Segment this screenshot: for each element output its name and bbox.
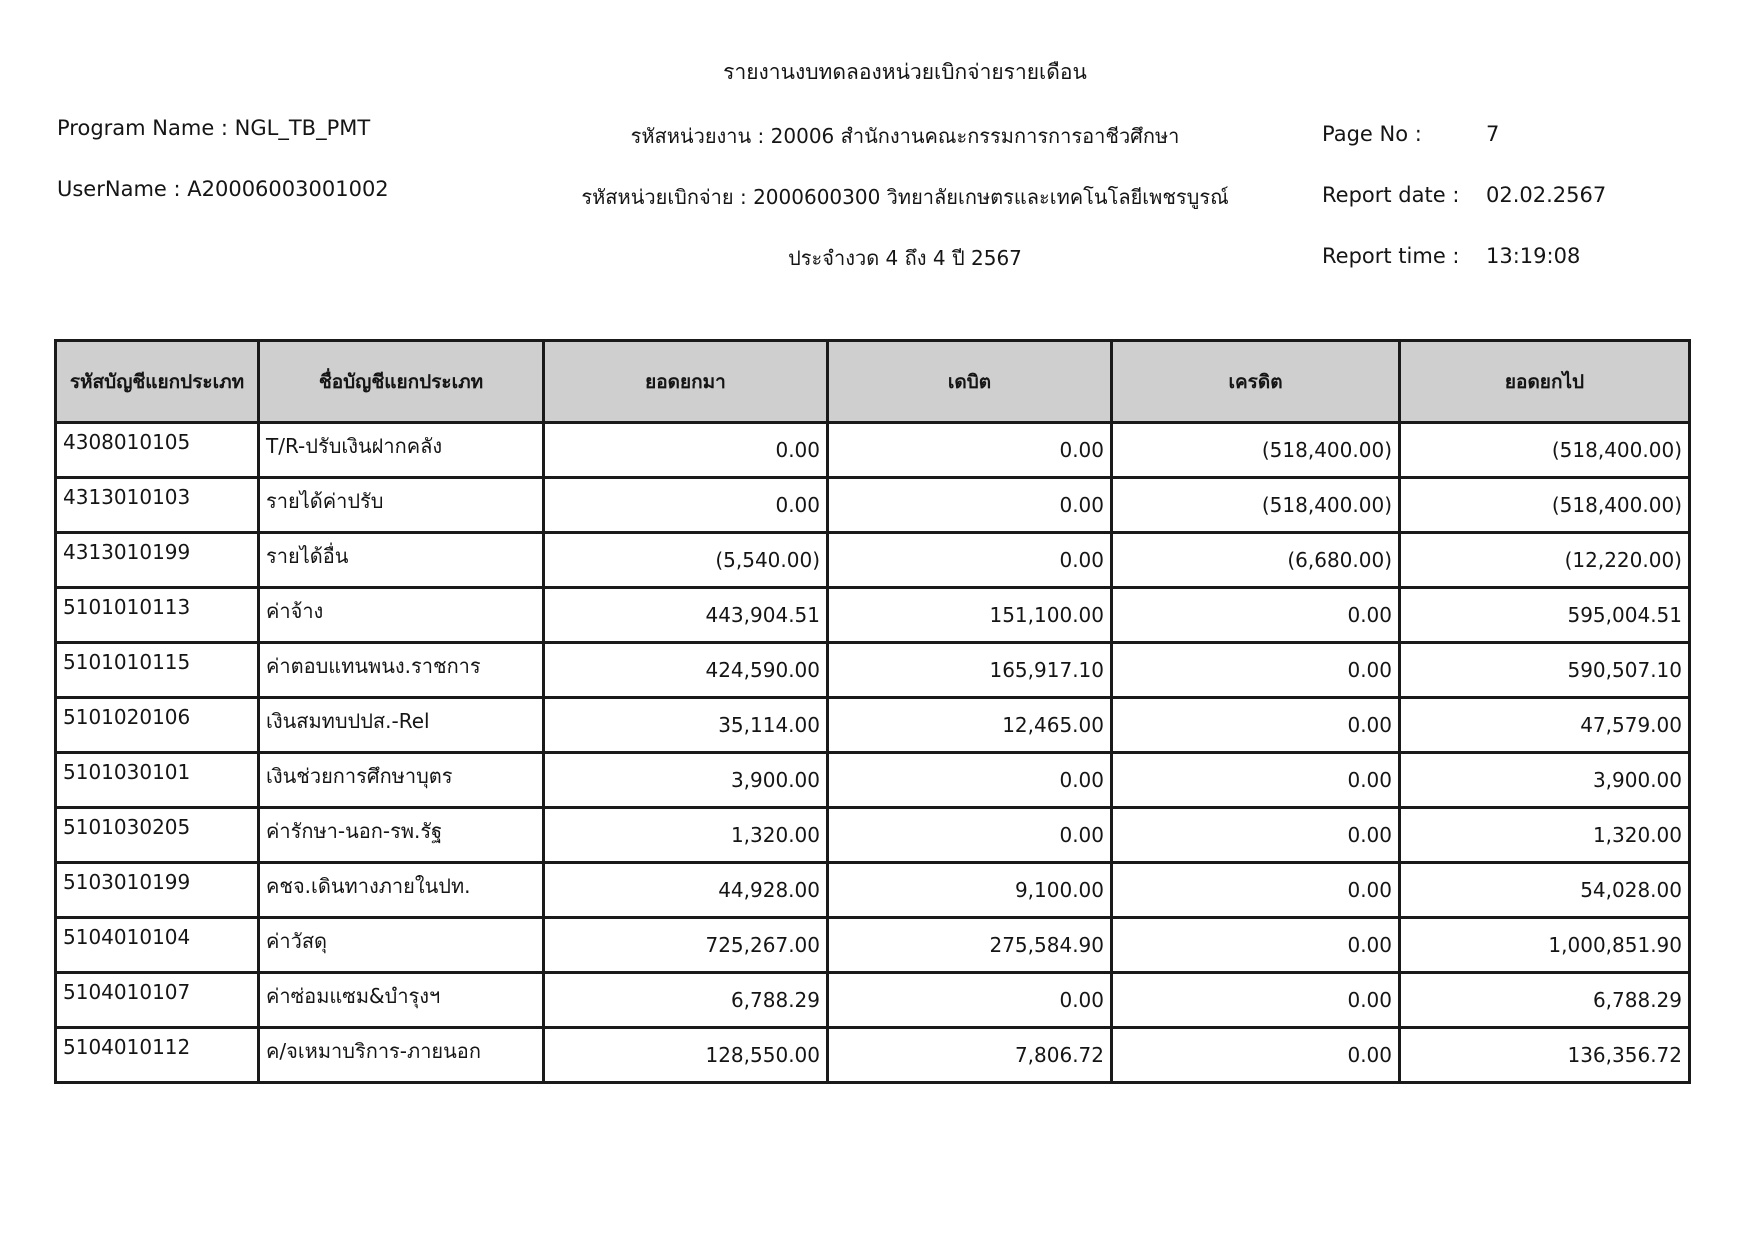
cell-credit: 0.00 bbox=[1112, 753, 1400, 808]
cell-account-code: 5101020106 bbox=[56, 698, 259, 753]
cell-debit: 0.00 bbox=[828, 423, 1112, 478]
cell-credit: (518,400.00) bbox=[1112, 478, 1400, 533]
table-row bbox=[56, 863, 1690, 918]
cell-closing-balance: 136,356.72 bbox=[1400, 1028, 1690, 1083]
cell-closing-balance: 590,507.10 bbox=[1400, 643, 1690, 698]
cell-closing-balance: (12,220.00) bbox=[1400, 533, 1690, 588]
cell-account-code: 5101010113 bbox=[56, 588, 259, 643]
report-date-value: 02.02.2567 bbox=[1486, 183, 1607, 207]
table-row bbox=[56, 698, 1690, 753]
cell-account-code: 5104010107 bbox=[56, 973, 259, 1028]
cell-debit: 0.00 bbox=[828, 478, 1112, 533]
cell-closing-balance: 3,900.00 bbox=[1400, 753, 1690, 808]
cell-credit: 0.00 bbox=[1112, 643, 1400, 698]
cell-opening-balance: (5,540.00) bbox=[544, 533, 828, 588]
cell-account-name: ค่ารักษา-นอก-รพ.รัฐ bbox=[259, 808, 544, 863]
cell-account-code: 5101030205 bbox=[56, 808, 259, 863]
cell-account-name: T/R-ปรับเงินฝากคลัง bbox=[259, 423, 544, 478]
table-row bbox=[56, 753, 1690, 808]
cell-opening-balance: 0.00 bbox=[544, 423, 828, 478]
column-header-closing-balance: ยอดยกไป bbox=[1400, 341, 1690, 423]
report-date-label: Report date : bbox=[1322, 183, 1460, 207]
cell-account-code: 4308010105 bbox=[56, 423, 259, 478]
ledger-table bbox=[54, 339, 1691, 1084]
cell-credit: 0.00 bbox=[1112, 588, 1400, 643]
cell-credit: 0.00 bbox=[1112, 918, 1400, 973]
report-time-value: 13:19:08 bbox=[1486, 244, 1581, 268]
cell-debit: 0.00 bbox=[828, 808, 1112, 863]
cell-account-code: 4313010103 bbox=[56, 478, 259, 533]
cell-opening-balance: 44,928.00 bbox=[544, 863, 828, 918]
cell-opening-balance: 6,788.29 bbox=[544, 973, 828, 1028]
cell-account-name: รายได้อื่น bbox=[259, 533, 544, 588]
page-no-label: Page No : bbox=[1322, 122, 1422, 146]
cell-account-code: 5103010199 bbox=[56, 863, 259, 918]
table-row bbox=[56, 423, 1690, 478]
cell-credit: 0.00 bbox=[1112, 808, 1400, 863]
cell-credit: 0.00 bbox=[1112, 863, 1400, 918]
cell-opening-balance: 0.00 bbox=[544, 478, 828, 533]
table-row bbox=[56, 588, 1690, 643]
cell-closing-balance: 54,028.00 bbox=[1400, 863, 1690, 918]
cell-debit: 7,806.72 bbox=[828, 1028, 1112, 1083]
cell-closing-balance: 595,004.51 bbox=[1400, 588, 1690, 643]
cell-debit: 9,100.00 bbox=[828, 863, 1112, 918]
cell-closing-balance: (518,400.00) bbox=[1400, 423, 1690, 478]
cell-debit: 12,465.00 bbox=[828, 698, 1112, 753]
disbursement-unit-line: รหัสหน่วยเบิกจ่าย : 2000600300 วิทยาลัยเกษตรและเทคโนโลยีเพชรบูรณ์ bbox=[581, 185, 1229, 209]
agency-line: รหัสหน่วยงาน : 20006 สำนักงานคณะกรรมการการอาชีวศึกษา bbox=[630, 124, 1180, 148]
report-time-label: Report time : bbox=[1322, 244, 1460, 268]
cell-account-name: เงินสมทบปปส.-Rel bbox=[259, 698, 544, 753]
cell-opening-balance: 725,267.00 bbox=[544, 918, 828, 973]
cell-account-name: ค่าซ่อมแซม&บำรุงฯ bbox=[259, 973, 544, 1028]
cell-credit: 0.00 bbox=[1112, 973, 1400, 1028]
cell-closing-balance: 1,320.00 bbox=[1400, 808, 1690, 863]
cell-debit: 0.00 bbox=[828, 533, 1112, 588]
table-header-row bbox=[56, 341, 1690, 423]
cell-account-name: ค่าตอบแทนพนง.ราชการ bbox=[259, 643, 544, 698]
table-row bbox=[56, 918, 1690, 973]
cell-account-code: 4313010199 bbox=[56, 533, 259, 588]
cell-debit: 275,584.90 bbox=[828, 918, 1112, 973]
table-row bbox=[56, 808, 1690, 863]
cell-account-code: 5101010115 bbox=[56, 643, 259, 698]
cell-debit: 165,917.10 bbox=[828, 643, 1112, 698]
ledger-body bbox=[56, 423, 1690, 1083]
cell-opening-balance: 3,900.00 bbox=[544, 753, 828, 808]
table-row bbox=[56, 533, 1690, 588]
report-title: รายงานงบทดลองหน่วยเบิกจ่ายรายเดือน bbox=[723, 60, 1087, 84]
cell-credit: 0.00 bbox=[1112, 1028, 1400, 1083]
cell-debit: 151,100.00 bbox=[828, 588, 1112, 643]
cell-account-name: ค่าวัสดุ bbox=[259, 918, 544, 973]
cell-opening-balance: 424,590.00 bbox=[544, 643, 828, 698]
table-row bbox=[56, 973, 1690, 1028]
cell-account-name: ค/จเหมาบริการ-ภายนอก bbox=[259, 1028, 544, 1083]
cell-closing-balance: 1,000,851.90 bbox=[1400, 918, 1690, 973]
cell-closing-balance: (518,400.00) bbox=[1400, 478, 1690, 533]
cell-credit: (6,680.00) bbox=[1112, 533, 1400, 588]
cell-account-code: 5104010104 bbox=[56, 918, 259, 973]
table-row bbox=[56, 478, 1690, 533]
column-header-opening-balance: ยอดยกมา bbox=[544, 341, 828, 423]
table-row bbox=[56, 643, 1690, 698]
table-row bbox=[56, 1028, 1690, 1083]
page-no-value: 7 bbox=[1486, 122, 1500, 146]
cell-opening-balance: 128,550.00 bbox=[544, 1028, 828, 1083]
cell-credit: (518,400.00) bbox=[1112, 423, 1400, 478]
cell-account-name: รายได้ค่าปรับ bbox=[259, 478, 544, 533]
column-header-debit: เดบิต bbox=[828, 341, 1112, 423]
period-line: ประจำงวด 4 ถึง 4 ปี 2567 bbox=[788, 246, 1022, 270]
cell-opening-balance: 1,320.00 bbox=[544, 808, 828, 863]
cell-account-code: 5101030101 bbox=[56, 753, 259, 808]
cell-opening-balance: 443,904.51 bbox=[544, 588, 828, 643]
user-name: UserName : A20006003001002 bbox=[57, 177, 389, 201]
cell-account-name: เงินช่วยการศึกษาบุตร bbox=[259, 753, 544, 808]
cell-account-name: ค่าจ้าง bbox=[259, 588, 544, 643]
cell-opening-balance: 35,114.00 bbox=[544, 698, 828, 753]
column-header-account-name: ชื่อบัญชีแยกประเภท bbox=[259, 341, 544, 423]
cell-account-code: 5104010112 bbox=[56, 1028, 259, 1083]
cell-account-name: คชจ.เดินทางภายในปท. bbox=[259, 863, 544, 918]
column-header-credit: เครดิต bbox=[1112, 341, 1400, 423]
cell-closing-balance: 47,579.00 bbox=[1400, 698, 1690, 753]
cell-debit: 0.00 bbox=[828, 753, 1112, 808]
column-header-account-code: รหัสบัญชีแยกประเภท bbox=[56, 341, 259, 423]
cell-credit: 0.00 bbox=[1112, 698, 1400, 753]
program-name: Program Name : NGL_TB_PMT bbox=[57, 116, 371, 140]
cell-closing-balance: 6,788.29 bbox=[1400, 973, 1690, 1028]
cell-debit: 0.00 bbox=[828, 973, 1112, 1028]
